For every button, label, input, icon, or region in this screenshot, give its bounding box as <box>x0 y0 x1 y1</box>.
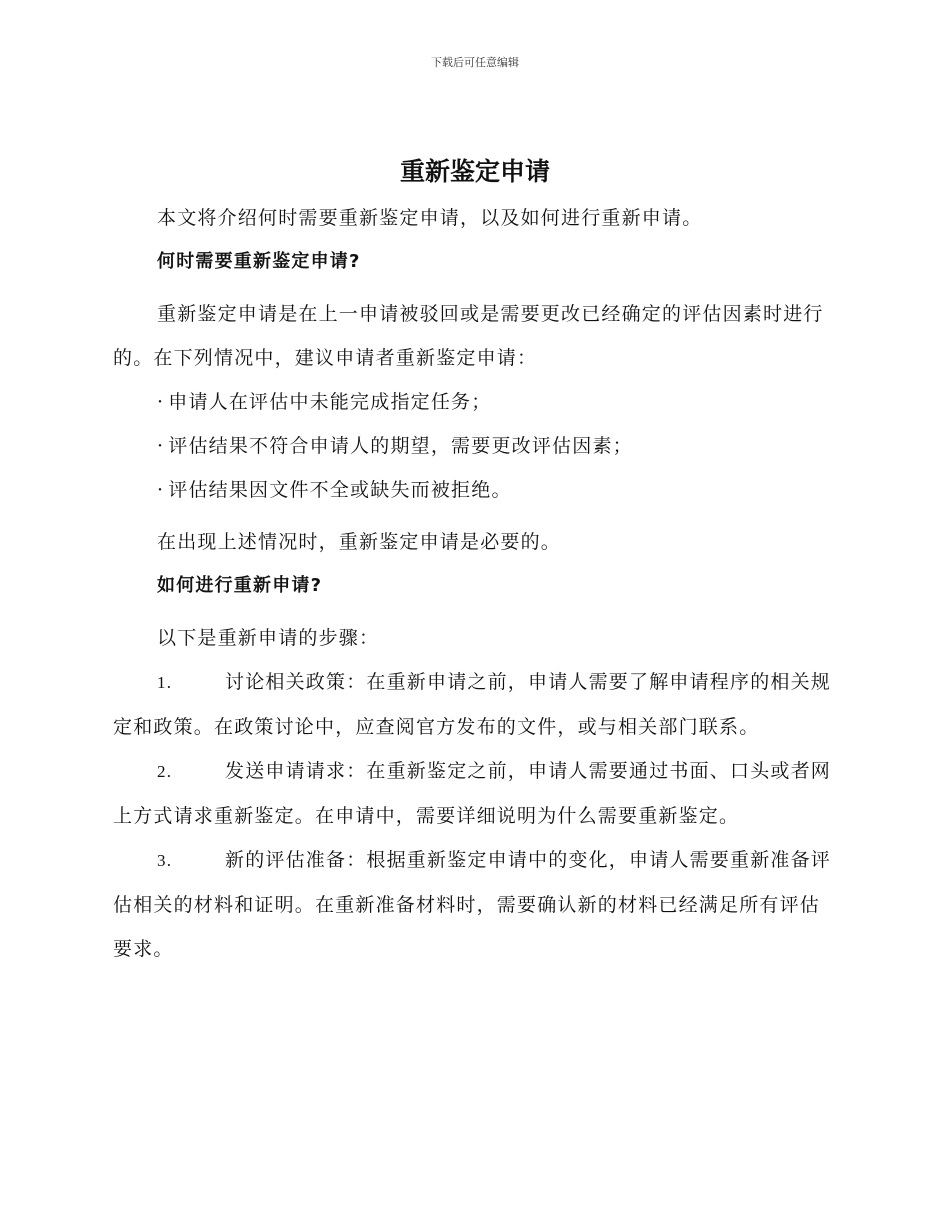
section-when-paragraph: 重新鉴定申请是在上一申请被驳回或是需要更改已经确定的评估因素时进行的。在下列情况中，建议申请者重新鉴定申请： <box>113 303 824 369</box>
document-body <box>113 196 833 971</box>
bullet-item <box>113 468 833 512</box>
intro-paragraph: 本文将介绍何时需要重新鉴定申请，以及如何进行重新申请。 <box>157 207 703 229</box>
step-text: 发送申请请求：在重新鉴定之前，申请人需要通过书面、口头或者网上方式请求重新鉴定。在申请中，需要详细说明为什么需要重新鉴定。 <box>113 760 832 827</box>
bullet-marker: · <box>157 479 165 501</box>
step-item <box>113 749 833 838</box>
bullet-text: 申请人在评估中未能完成指定任务； <box>168 391 492 413</box>
bullet-text: 评估结果不符合申请人的期望，需要更改评估因素； <box>168 435 633 457</box>
step-number: 2. <box>157 762 173 781</box>
step-text: 新的评估准备：根据重新鉴定申请中的变化，申请人需要重新准备评估相关的材料和证明。在重新准备材料时，需要确认新的材料已经满足所有评估要求。 <box>113 849 832 960</box>
section-heading-when: 何时需要重新鉴定申请? <box>157 251 361 272</box>
step-number: 1. <box>157 673 173 692</box>
bullet-item <box>113 424 833 468</box>
step-item <box>113 660 833 749</box>
section-when-conclusion: 在出现上述情况时，重新鉴定申请是必要的。 <box>157 531 562 553</box>
header-note: 下载后可任意编辑 <box>431 56 519 69</box>
bullet-marker: · <box>157 435 165 457</box>
bullet-text: 评估结果因文件不全或缺失而被拒绝。 <box>168 479 512 501</box>
bullet-item <box>113 380 833 424</box>
section-how-lead: 以下是重新申请的步骤： <box>157 627 380 649</box>
document-title: 重新鉴定申请 <box>399 157 550 186</box>
section-heading-how: 如何进行重新申请? <box>157 575 323 596</box>
step-text: 讨论相关政策：在重新申请之前，申请人需要了解申请程序的相关规定和政策。在政策讨论中，应查阅官方发布的文件，或与相关部门联系。 <box>113 671 832 738</box>
step-number: 3. <box>157 851 173 870</box>
bullet-marker: · <box>157 391 165 413</box>
step-item <box>113 838 833 971</box>
